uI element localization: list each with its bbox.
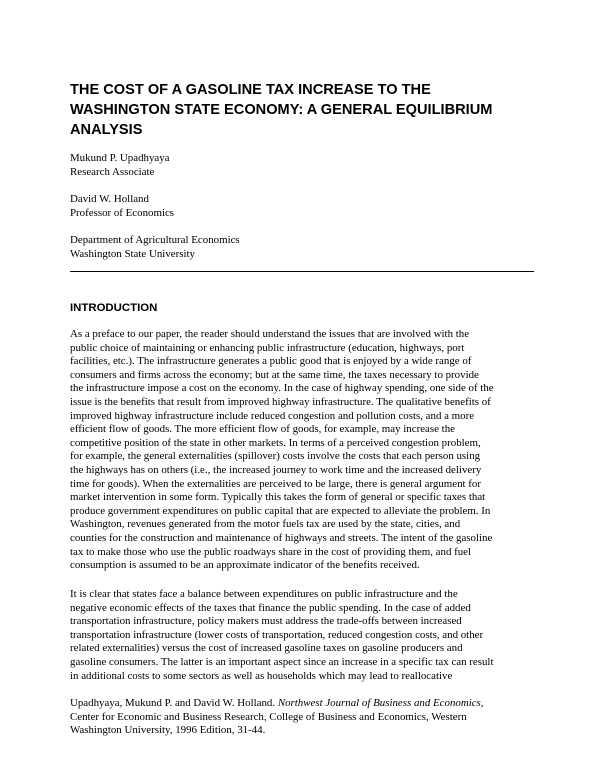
text-line: facilities, etc.). The infrastructure generates a public good that is enjoyed by a wide range of <box>70 355 472 368</box>
text-line: efficient flow of goods. The more efficient flow of goods, for example, may increase the <box>70 423 455 436</box>
title-line: ANALYSIS <box>70 122 143 138</box>
author-role: Research Associate <box>70 165 155 178</box>
text-line: Washington, revenues generated from the motor fuels tax are used by the state, cities, and <box>70 518 461 531</box>
citation-line <box>70 697 484 711</box>
intro-paragraph-1 <box>70 328 540 573</box>
paper-title <box>70 80 540 140</box>
text-line: negative economic effects of the taxes that finance the public spending. In the case of added <box>70 601 471 614</box>
citation-line: Center for Economic and Business Research, College of Business and Economics, Western <box>70 710 467 723</box>
text-line: gasoline consumers. The latter is an important aspect since an increase in a specific tax can result <box>70 655 494 668</box>
university: Washington State University <box>70 247 195 260</box>
text-line: for example, the general externalities (spillover) costs involve the costs that each person using <box>70 450 481 463</box>
text-line: the highways has on others (i.e., the increased journey to work time and the increased delivery <box>70 463 482 476</box>
author-name: Mukund P. Upadhyaya <box>70 152 170 164</box>
author-name: David W. Holland <box>70 193 149 205</box>
text-line: As a preface to our paper, the reader should understand the issues that are involved with the <box>70 328 470 340</box>
text-line: consumers and firms across the economy; but at the same time, the taxes necessary to provide <box>70 368 479 381</box>
text-line: market intervention in some form. Typically this takes the form of general or specific taxes that <box>70 491 486 504</box>
horizontal-divider <box>70 271 534 272</box>
title-line: WASHINGTON STATE ECONOMY: A GENERAL EQUILIBRIUM <box>70 102 493 118</box>
text-line: public choice of maintaining or enhancing public infrastructure (education, highways, port <box>70 341 465 354</box>
text-line: counties for the construction and maintenance of highways and streets. The intent of the gasoline <box>70 531 493 544</box>
text-line: transportation infrastructure (lower costs of transportation, reduced congestion costs, and other <box>70 628 484 641</box>
citation-line: Washington University, 1996 Edition, 31-44. <box>70 724 266 737</box>
text-line: competitive position of the state in other markets. In terms of a perceived congestion problem, <box>70 436 481 449</box>
affiliation <box>70 234 240 261</box>
author-1 <box>70 152 170 179</box>
text-line: time for goods). When the externalities are perceived to be large, there is general argument for <box>70 477 481 490</box>
text-line: transportation infrastructure, policy makers must address the trade-offs between increased <box>70 615 462 628</box>
text-line: the infrastructure impose a cost on the economy. In the case of highway spending, one side of the <box>70 382 494 395</box>
text-line: consumption is assumed to be an approximate indicator of the benefits received. <box>70 559 420 572</box>
title-line: THE COST OF A GASOLINE TAX INCREASE TO THE <box>70 82 431 98</box>
citation-authors: Upadhyaya, Mukund P. and David W. Holland. <box>70 697 278 709</box>
section-heading-introduction: INTRODUCTION <box>70 302 158 314</box>
text-line: in additional costs to some sectors as well as households which may lead to reallocative <box>70 669 453 682</box>
author-2 <box>70 193 174 220</box>
text-line: produce government expenditures on public capital that are expected to alleviate the problem. In <box>70 504 491 517</box>
citation-footnote <box>70 697 484 738</box>
citation-journal: Northwest Journal of Business and Economics, <box>277 697 484 709</box>
text-line: issue is the benefits that result from improved highway infrastructure. The qualitative benefits of <box>70 395 491 408</box>
text-line: It is clear that states face a balance between expenditures on public infrastructure and the <box>70 588 458 600</box>
department: Department of Agricultural Economics <box>70 234 240 246</box>
text-line: tax to make those who use the public roadways share in the cost of providing them, and fuel <box>70 545 472 558</box>
intro-paragraph-2 <box>70 588 540 683</box>
text-line: related externalities) versus the cost of increased gasoline taxes on gasoline producers and <box>70 642 463 655</box>
author-role: Professor of Economics <box>70 206 175 219</box>
text-line: improved highway infrastructure include reduced congestion and pollution costs, and a more <box>70 409 475 422</box>
